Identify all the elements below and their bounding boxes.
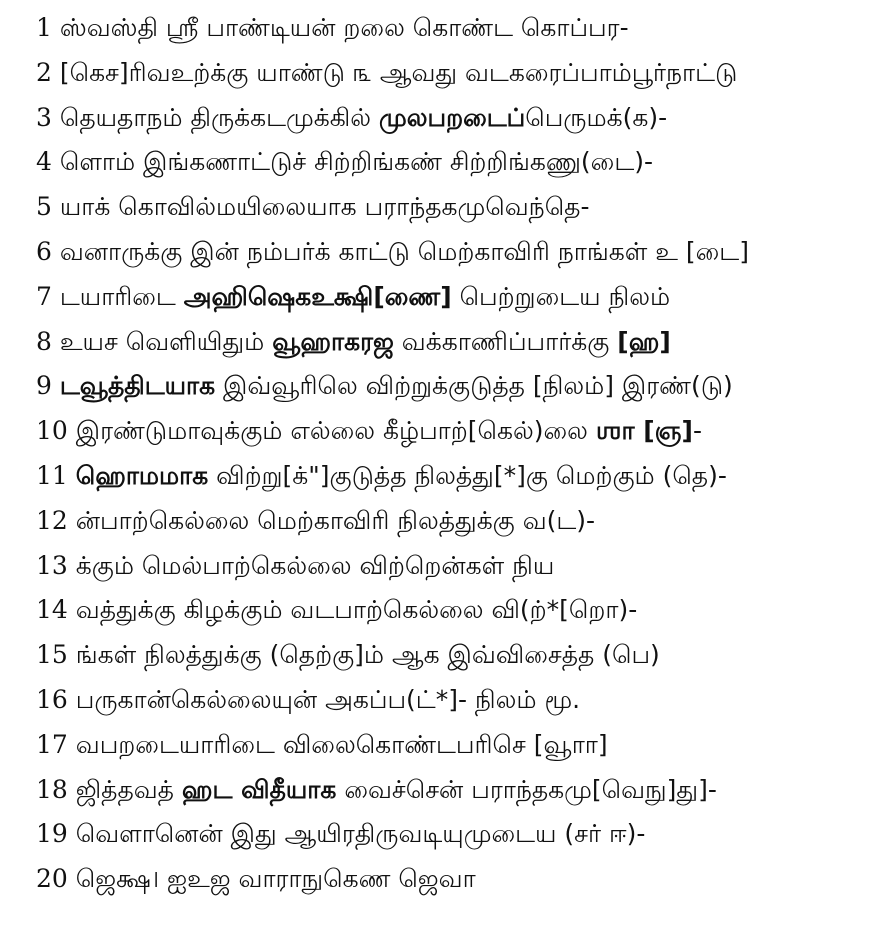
text-segment: பருகான்கெல்லையுன் அகப்ப(ட்*]- நிலம் மூ. xyxy=(75,684,581,714)
bold-text-segment: வூஹாகரஜ xyxy=(272,326,394,356)
text-line xyxy=(36,185,872,230)
text-segment: வக்காணிப்பார்க்கு xyxy=(393,326,618,356)
text-line xyxy=(36,320,872,365)
line-number: 15 xyxy=(36,640,68,670)
text-segment: பெற்றுடைய நிலம் xyxy=(451,281,671,311)
line-number: 20 xyxy=(36,864,68,894)
text-segment: தெயதாநம் திருக்கடமுக்கில் xyxy=(59,102,379,132)
text-line xyxy=(36,275,872,320)
text-line xyxy=(36,499,872,544)
text-line xyxy=(36,364,872,409)
line-number: 16 xyxy=(36,684,68,714)
text-segment: [கெச]ரிவஉற்க்கு யாண்டு ௩ ஆவது வடகரைப்பாம்பூர்நாட்டு xyxy=(59,57,738,87)
text-segment: ங்கள் நிலத்துக்கு (தெற்கு]ம் ஆக இவ்விசைத்த (பெ) xyxy=(75,640,660,670)
line-number: 19 xyxy=(36,819,68,849)
line-number: 10 xyxy=(36,416,68,446)
text-line xyxy=(36,230,872,275)
inscription-text xyxy=(36,6,872,902)
text-line xyxy=(36,409,872,454)
text-segment: உயச வெளியிதும் xyxy=(59,326,273,356)
text-line xyxy=(36,812,872,857)
text-line xyxy=(36,588,872,633)
line-number: 2 xyxy=(36,57,52,87)
text-segment: இவ்வூரிலெ விற்றுக்குடுத்த [நிலம்] இரண்(டு) xyxy=(215,371,733,401)
bold-text-segment: ஶா [ஞ] xyxy=(595,416,693,446)
text-segment: இரண்டுமாவுக்கும் எல்லை கீழ்பாற்[கெல்)லை xyxy=(75,416,596,446)
text-line xyxy=(36,454,872,499)
line-number: 6 xyxy=(36,236,52,266)
line-number: 13 xyxy=(36,550,68,580)
text-line xyxy=(36,96,872,141)
line-number: 4 xyxy=(36,147,52,177)
text-segment: ஜித்தவத் xyxy=(75,774,182,804)
text-segment: ளொம் இங்கணாட்டுச் சிற்றிங்கண் சிற்றிங்கணு(டை)- xyxy=(59,147,653,177)
text-segment: வைச்சென் பராந்தகமு[வெநு]து]- xyxy=(336,774,717,804)
line-number: 18 xyxy=(36,774,68,804)
bold-text-segment: அஹிஷெகஉக்ஷி[ணை] xyxy=(183,281,452,311)
text-line xyxy=(36,140,872,185)
text-segment: ஸ்வஸ்தி ஸ்ரீ பாண்டியன் றலை கொண்ட கொப்பர- xyxy=(59,13,629,42)
bold-text-segment: ஹட விதீயாக xyxy=(181,774,337,804)
text-line xyxy=(36,723,872,768)
line-number: 11 xyxy=(36,460,68,490)
line-number: 5 xyxy=(36,192,52,222)
bold-text-segment: டவூத்திடயாக xyxy=(59,371,216,401)
text-line xyxy=(36,678,872,723)
text-segment: விற்று[க்"]குடுத்த நிலத்து[*]கு மெற்கும் (தெ)- xyxy=(208,460,727,490)
text-line xyxy=(36,768,872,813)
bold-text-segment: முலபறடைப் xyxy=(378,102,526,132)
text-line xyxy=(36,6,872,51)
line-number: 14 xyxy=(36,595,68,625)
text-segment: க்கும் மெல்பாற்கெல்லை விற்றென்கள் நிய xyxy=(75,550,555,580)
bold-text-segment: [ஹ] xyxy=(617,326,671,356)
bold-text-segment: ஹொமமாக xyxy=(75,460,209,490)
text-segment: யாக் கொவில்மயிலையாக பராந்தகமுவெந்தெ- xyxy=(59,192,590,222)
text-segment: ன்பாற்கெல்லை மெற்காவிரி நிலத்துக்கு வ(ட)- xyxy=(75,505,596,535)
line-number: 1 xyxy=(36,13,52,42)
text-segment: டயாரிடை xyxy=(59,281,184,311)
line-number: 17 xyxy=(36,729,68,759)
text-segment: வத்துக்கு கிழக்கும் வடபாற்கெல்லை வி(ற்*[றொ)- xyxy=(75,595,638,625)
text-line xyxy=(36,857,872,902)
text-segment: - xyxy=(692,416,702,446)
text-segment: ஜெக்ஷ। ஐஉஜ வாராநுகெண ஜெவா xyxy=(75,864,476,894)
line-number: 9 xyxy=(36,371,52,401)
text-segment: வெளானென் இது ஆயிரதிருவடியுமுடைய (சர் ஈ)- xyxy=(75,819,646,849)
text-segment: பெருமக்(க)- xyxy=(525,102,668,132)
line-number: 3 xyxy=(36,102,52,132)
line-number: 8 xyxy=(36,326,52,356)
line-number: 12 xyxy=(36,505,68,535)
text-line xyxy=(36,544,872,589)
text-line xyxy=(36,633,872,678)
line-number: 7 xyxy=(36,281,52,311)
text-line xyxy=(36,51,872,96)
text-segment: வபறடையாரிடை விலைகொண்டபரிசெ [வூாா] xyxy=(75,729,608,759)
text-segment: வனாருக்கு இன் நம்பர்க் காட்டு மெற்காவிரி நாங்கள் உ [டை] xyxy=(59,236,749,266)
